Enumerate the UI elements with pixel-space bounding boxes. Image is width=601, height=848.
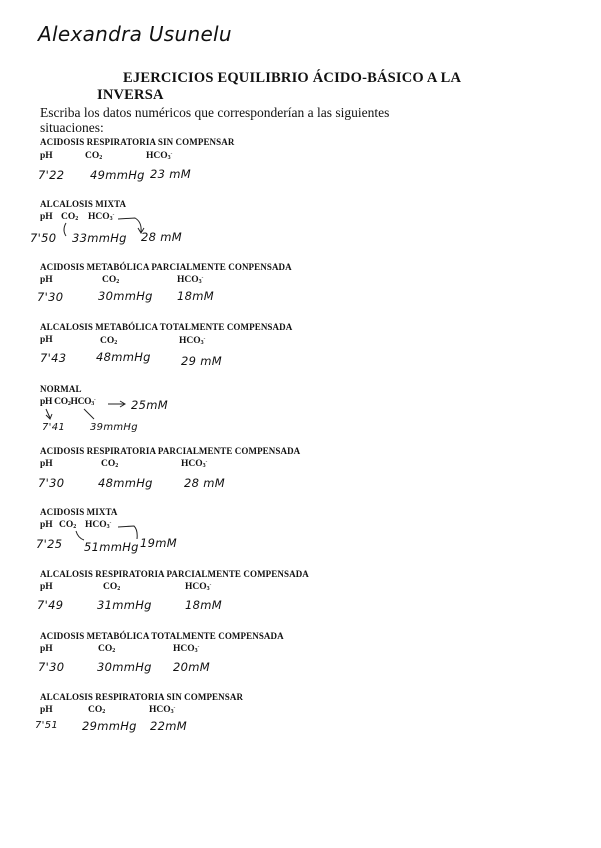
co2-label: CO2 [61,212,79,222]
hco3-label: HCO3- [177,275,204,285]
section-title: ALCALOSIS RESPIRATORIA SIN COMPENSAR [40,692,244,702]
hco3-label: HCO3- [149,705,176,715]
ph-label: pH [40,582,53,592]
co2-value: 31mmHg [97,598,152,612]
page-title-line1: EJERCICIOS EQUILIBRIO ÁCIDO-BÁSICO A LA [123,70,462,86]
hco3-label: HCO3- [185,582,212,592]
section-title: ACIDOSIS MIXTA [40,507,118,517]
ph-value: 7'22 [38,168,65,182]
section-title: ALCALOSIS MIXTA [40,199,127,209]
co2-label: CO2 [100,336,118,346]
hco3-label: HCO3- [85,520,112,530]
ph-label: pH [40,335,53,345]
co2-label: CO2 [98,644,116,654]
ph-label: pH [40,151,53,161]
hco3-value: 20mM [173,660,210,674]
hco3-label: HCO3- [146,151,173,161]
ph-label: pH [40,520,53,530]
hco3-value: 19mM [140,536,177,550]
co2-label: CO2 [101,459,119,469]
co2-label: CO2 [88,705,106,715]
ph-label: pH [40,275,53,285]
ph-value: 7'49 [37,598,64,612]
co2-value: 29mmHg [82,719,137,733]
co2-value: 51mmHg [84,540,139,554]
ph-value: 7'30 [37,290,64,304]
hco3-value: 28 mM [141,230,182,244]
ph-label: pH [40,705,53,715]
section-title: ACIDOSIS METABÓLICA TOTALMENTE COMPENSADA [40,631,284,641]
ph-value: 7'25 [36,537,63,551]
section-title: ALCALOSIS METABÓLICA TOTALMENTE COMPENSADA [40,322,293,332]
co2-label: CO2 [85,151,103,161]
intro-text-line1: Escriba los datos numéricos que corresponderían a las siguientes [40,105,390,120]
hco3-value: 18mM [185,598,222,612]
hco3-value: 29 mM [181,354,222,368]
hco3-value: 28 mM [184,476,225,490]
ph-label: pH [40,212,53,222]
ph-value: 7'51 [35,720,59,731]
co2-value: 30mmHg [97,660,152,674]
ph-value: 7'30 [38,660,65,674]
hco3-value: 23 mM [150,167,191,181]
co2-value: 39mmHg [90,422,138,433]
section-title: ACIDOSIS RESPIRATORIA SIN COMPENSAR [40,137,235,147]
hco3-value: 18mM [177,289,214,303]
co2-label: CO2 [103,582,121,592]
co2-value: 30mmHg [98,289,153,303]
co2-value: 33mmHg [72,231,127,245]
section-title: ACIDOSIS RESPIRATORIA PARCIALMENTE COMPENSADA [40,446,301,456]
hco3-value: 22mM [150,719,187,733]
section-title: ALCALOSIS RESPIRATORIA PARCIALMENTE COMPENSADA [40,569,309,579]
ph-co2-hco3-labels: pH CO2HCO3- [40,397,96,407]
section-title: ACIDOSIS METABÓLICA PARCIALMENTE CONPENSADA [40,262,292,272]
author-name-handwritten: Alexandra Usunelu [38,22,232,46]
ph-value: 7'30 [38,476,65,490]
co2-label: CO2 [59,520,77,530]
ph-value: 7'50 [30,231,57,245]
page-title-line2: INVERSA [97,87,164,103]
co2-label: CO2 [102,275,120,285]
intro-text-line2: situaciones: [40,120,104,135]
hco3-value: 25mM [131,398,168,412]
section-title: NORMAL [40,384,82,394]
co2-value: 49mmHg [90,168,145,182]
hco3-label: HCO3- [181,459,208,469]
co2-value: 48mmHg [96,350,151,364]
hco3-label: HCO3- [179,336,206,346]
ph-value: 7'41 [42,422,66,433]
hco3-label: HCO3- [173,644,200,654]
ph-label: pH [40,644,53,654]
ph-value: 7'43 [40,351,67,365]
ph-label: pH [40,459,53,469]
co2-value: 48mmHg [98,476,153,490]
hco3-label: HCO3- [88,212,115,222]
